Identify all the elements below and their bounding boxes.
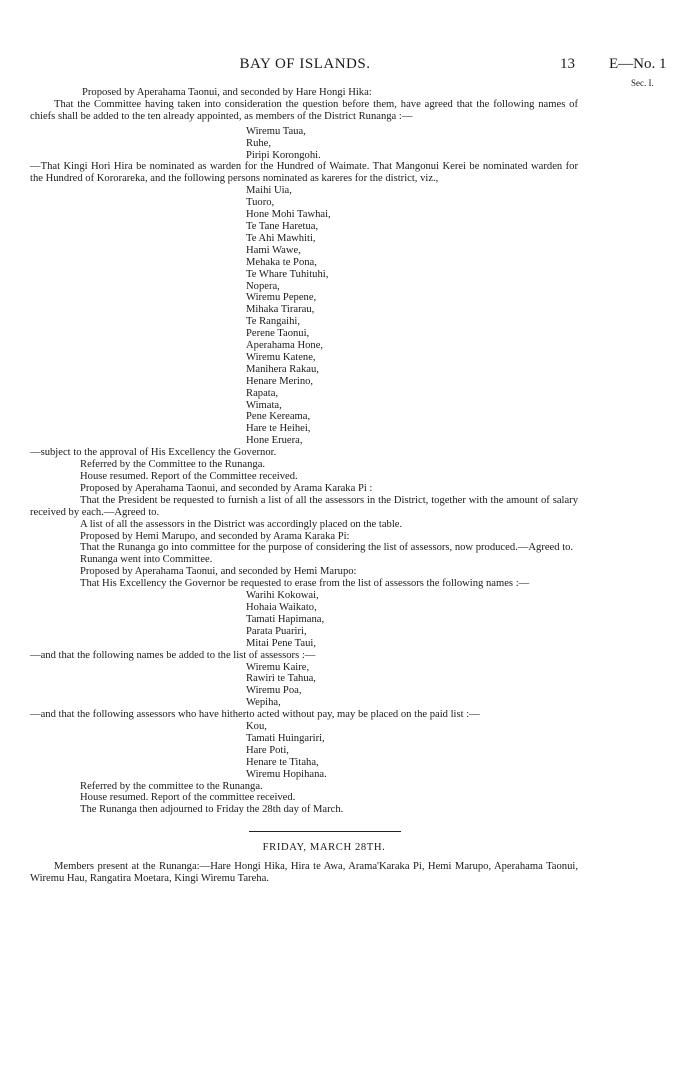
- list-name: Manihera Rakau,: [246, 363, 319, 375]
- paragraph-adjourned: The Runanga then adjourned to Friday the 28th day of March.: [80, 804, 344, 816]
- list-name: Aperahama Hone,: [246, 340, 324, 352]
- list-name: Mihaka Tirarau,: [246, 304, 315, 316]
- date-heading: FRIDAY, MARCH 28TH.: [262, 842, 386, 854]
- paragraph-proposal-3: Proposed by Hemi Marupo, and seconded by Arama Karaka Pi:: [80, 530, 350, 542]
- page-number: 13: [560, 56, 575, 72]
- paragraph-referred-2: Referred by the committee to the Runanga.: [80, 780, 263, 792]
- list-name: Kou,: [246, 721, 267, 733]
- list-name: Wiremu Poa,: [246, 685, 302, 697]
- paragraph-committee-chiefs: That the Committee having taken into consideration the question before them, have agreed that the following names of chiefs shall be added to the ten already appointed, as members of the District Runanga :—: [30, 98, 578, 122]
- paragraph-proposal-4: Proposed by Aperahama Taonui, and seconded by Hemi Marupo:: [80, 566, 357, 578]
- list-name: Te Ahi Mawhiti,: [246, 232, 316, 244]
- names-list-added: [246, 662, 578, 710]
- list-name: Hone Mohi Tawhai,: [246, 209, 331, 221]
- list-name: Mitai Pene Taui,: [246, 637, 316, 649]
- list-name: Hone Eruera,: [246, 435, 303, 447]
- list-name: Hare te Heihei,: [246, 423, 311, 435]
- list-name: Wiremu Katene,: [246, 351, 316, 363]
- paragraph-paid-list: —and that the following assessors who have hitherto acted without pay, may be placed on the paid list :—: [30, 709, 480, 721]
- paragraph-president-request: That the President be requested to furnish a list of all the assessors in the District, together with the amount of salary received by each.—Agreed to.: [30, 494, 578, 518]
- list-name: Hare Poti,: [246, 744, 289, 756]
- paragraph-assessors-list: A list of all the assessors in the District was accordingly placed on the table.: [80, 518, 403, 530]
- list-name: Pene Kereama,: [246, 411, 311, 423]
- paragraph-proposal-1: Proposed by Aperahama Taonui, and seconded by Hare Hongi Hika:: [82, 87, 372, 98]
- list-name: Maihi Uia,: [246, 185, 292, 197]
- list-name: Henare te Titaha,: [246, 756, 319, 768]
- list-name: Wimata,: [246, 399, 282, 411]
- paragraph-approval: —subject to the approval of His Excellency the Governor.: [30, 447, 277, 459]
- list-name: Henare Merino,: [246, 375, 314, 387]
- list-name: Tamati Huingariri,: [246, 732, 325, 744]
- paper-reference: E—No. 1: [609, 56, 667, 72]
- session-reference: Sec. I.: [631, 78, 654, 88]
- names-list-erase: [246, 590, 578, 650]
- paragraph-members-present: Members present at the Runanga:—Hare Hongi Hika, Hira te Awa, Arama'Karaka Pi, Hemi Marupo, Aperahama Taonui, Wiremu Hau, Rangatira Moetara, Kingi Wiremu Tareha.: [30, 861, 578, 885]
- list-name: Hohaia Waikato,: [246, 601, 317, 613]
- list-name: Wiremu Taua,: [246, 125, 306, 137]
- list-name: Wiremu Hopihana.: [246, 768, 327, 780]
- list-name: Ruhe,: [246, 137, 272, 149]
- paragraph-runanga-committee: Runanga went into Committee.: [80, 554, 213, 566]
- paragraph-proposal-2: Proposed by Aperahama Taonui, and seconded by Arama Karaka Pi :: [80, 482, 373, 494]
- list-name: Wiremu Pepene,: [246, 292, 317, 304]
- list-name: Nopera,: [246, 280, 280, 292]
- paragraph-house-resumed-1: House resumed. Report of the Committee received.: [80, 471, 298, 482]
- paragraph-erase-request: That His Excellency the Governor be requested to erase from the list of assessors the following names :—: [80, 578, 530, 590]
- list-name: Te Whare Tuhituhi,: [246, 268, 329, 280]
- list-name: Rawiri te Tahua,: [246, 673, 316, 685]
- paragraph-wardens: —That Kingi Hori Hira be nominated as warden for the Hundred of Waimate. That Mangonui Kerei be nominated warden for the Hundred of Kororareka, and the following persons nominated as kareres for the district, viz.,: [30, 161, 578, 185]
- paragraph-into-committee: That the Runanga go into committee for the purpose of considering the list of assessors, now produced.—Agreed to.: [80, 542, 574, 554]
- list-name: Tamati Hapimana,: [246, 613, 325, 625]
- list-name: Wiremu Kaire,: [246, 661, 310, 673]
- list-name: Hami Wawe,: [246, 244, 301, 256]
- paragraph-house-resumed-2: House resumed. Report of the committee received.: [80, 792, 296, 804]
- names-list-paid: [246, 721, 578, 781]
- list-name: Wepiha,: [246, 697, 281, 709]
- list-name: Mehaka te Pona,: [246, 256, 317, 268]
- list-name: Tuoro,: [246, 197, 275, 209]
- document-body: [30, 87, 578, 885]
- paragraph-referred-1: Referred by the Committee to the Runanga.: [80, 459, 266, 471]
- names-list-chiefs: [246, 126, 578, 162]
- list-name: Parata Puariri,: [246, 625, 307, 637]
- list-name: Te Tane Haretua,: [246, 220, 319, 232]
- paragraph-added-names: —and that the following names be added to the list of assessors :—: [30, 649, 316, 661]
- list-name: Rapata,: [246, 387, 279, 399]
- header-title: BAY OF ISLANDS.: [239, 56, 371, 72]
- names-list-kareres: [246, 185, 578, 447]
- list-name: Warihi Kokowai,: [246, 590, 319, 602]
- list-name: Te Rangaihi,: [246, 316, 300, 328]
- list-name: Piripi Korongohi.: [246, 149, 321, 161]
- list-name: Perene Taonui,: [246, 328, 310, 340]
- section-divider: [249, 831, 401, 832]
